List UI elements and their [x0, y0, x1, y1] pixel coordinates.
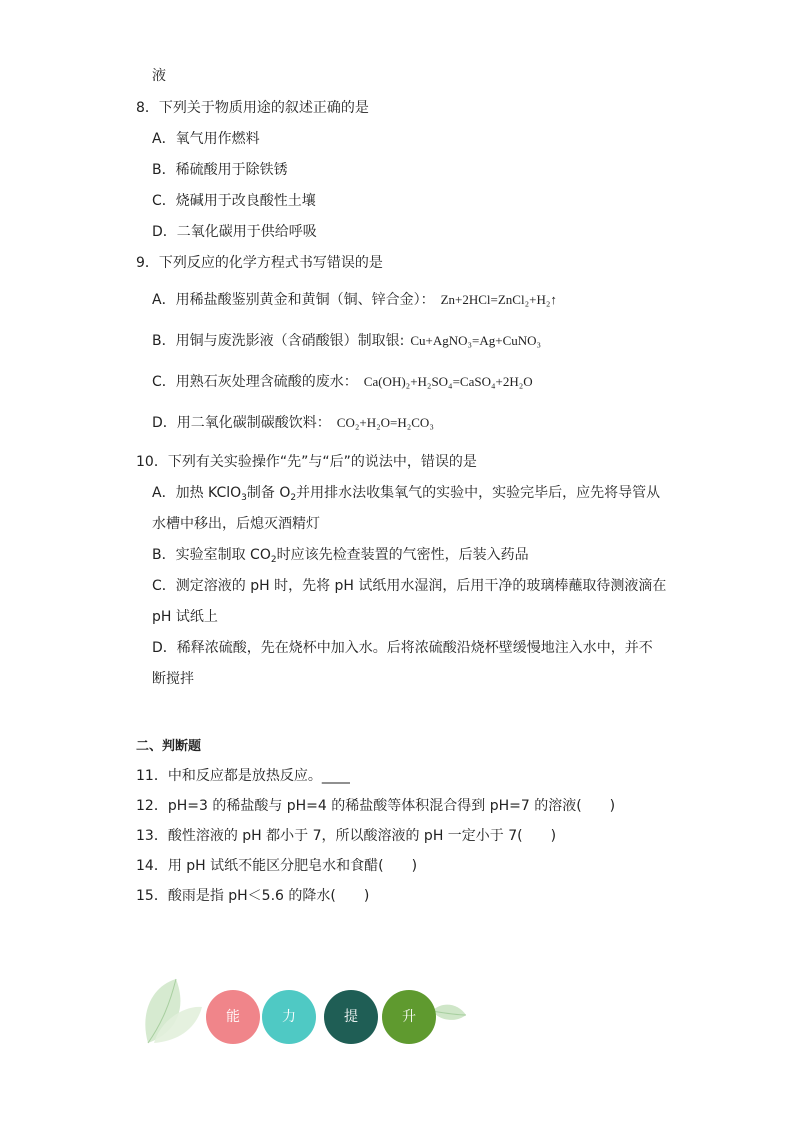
banner-circle-2: 力	[262, 990, 316, 1044]
formula-9b: Cu+AgNO₃=Ag+CuNO₃	[410, 333, 542, 348]
option-8d: D．二氧化碳用于供给呼吸	[152, 224, 317, 240]
option-10c-line1: C．测定溶液的 pH 时，先将 pH 试纸用水湿润，后用干净的玻璃棒蘸取待测液滴在	[152, 578, 667, 594]
subscript: 3	[241, 493, 247, 503]
option-10a-line1	[152, 483, 660, 503]
option-9d-text: D．用二氧化碳制碳酸饮料：	[152, 415, 331, 431]
option-8b: B．稀硫酸用于除铁锈	[152, 162, 288, 178]
option-10a-text-1: A．加热 KClO	[152, 485, 242, 501]
section-heading: 二、判断题	[136, 739, 202, 754]
question-8: 8．下列关于物质用途的叙述正确的是	[136, 100, 369, 116]
option-9a	[152, 290, 557, 310]
question-10: 10．下列有关实验操作“先”与“后”的说法中，错误的是	[136, 454, 477, 470]
option-10a-text-2: 制备 O	[246, 485, 291, 501]
banner-circle-4: 升	[382, 990, 436, 1044]
option-10c-line2: pH 试纸上	[152, 609, 218, 625]
option-8a: A．氧气用作燃料	[152, 131, 260, 147]
question-12: 12．pH=3 的稀盐酸与 pH=4 的稀盐酸等体积混合得到 pH=7 的溶液( )	[136, 798, 616, 814]
subscript: 2	[290, 493, 297, 503]
question-9: 9．下列反应的化学方程式书写错误的是	[136, 255, 383, 271]
option-10b	[152, 545, 529, 565]
question-13: 13．酸性溶液的 pH 都小于 7，所以酸溶液的 pH 一定小于 7( )	[136, 828, 557, 844]
option-9b	[152, 331, 541, 351]
option-9c	[152, 372, 533, 392]
option-10a-text-3: 并用排水法收集氧气的实验中，实验完毕后，应先将导管从	[296, 485, 661, 501]
banner-circle-1: 能	[206, 990, 260, 1044]
option-10a-line2: 水槽中移出，后熄灭酒精灯	[152, 516, 320, 532]
subscript: 2	[270, 555, 277, 565]
question-14: 14．用 pH 试纸不能区分肥皂水和食醋( )	[136, 858, 418, 874]
continued-text: 液	[152, 68, 166, 84]
option-9c-text: C．用熟石灰处理含硫酸的废水：	[152, 374, 358, 390]
option-9b-text: B．用铜与废洗影液（含硝酸银）制取银:	[152, 333, 405, 349]
option-10b-text-2: 时应该先检查装置的气密性，后装入药品	[276, 547, 529, 563]
option-10d-line2: 断搅拌	[152, 671, 194, 687]
formula-9d: CO₂+H₂O=H₂CO₃	[336, 415, 434, 430]
option-9d	[152, 413, 434, 433]
formula-9c: Ca(OH)₂+H₂SO₄=CaSO₄+2H₂O	[363, 374, 533, 389]
banner-circle-3: 提	[324, 990, 378, 1044]
option-9a-text: A．用稀盐酸鉴别黄金和黄铜（铜、锌合金）：	[152, 292, 435, 308]
option-10d-line1: D．稀释浓硫酸，先在烧杯中加入水。后将浓硫酸沿烧杯壁缓慢地注入水中，并不	[152, 640, 653, 656]
option-10b-text-1: B．实验室制取 CO	[152, 547, 271, 563]
formula-9a: Zn+2HCl=ZnCl₂+H₂↑	[440, 292, 557, 307]
question-11: 11．中和反应都是放热反应。____	[136, 768, 350, 784]
question-15: 15．酸雨是指 pH＜5.6 的降水( )	[136, 888, 370, 904]
option-8c: C．烧碱用于改良酸性土壤	[152, 193, 316, 209]
